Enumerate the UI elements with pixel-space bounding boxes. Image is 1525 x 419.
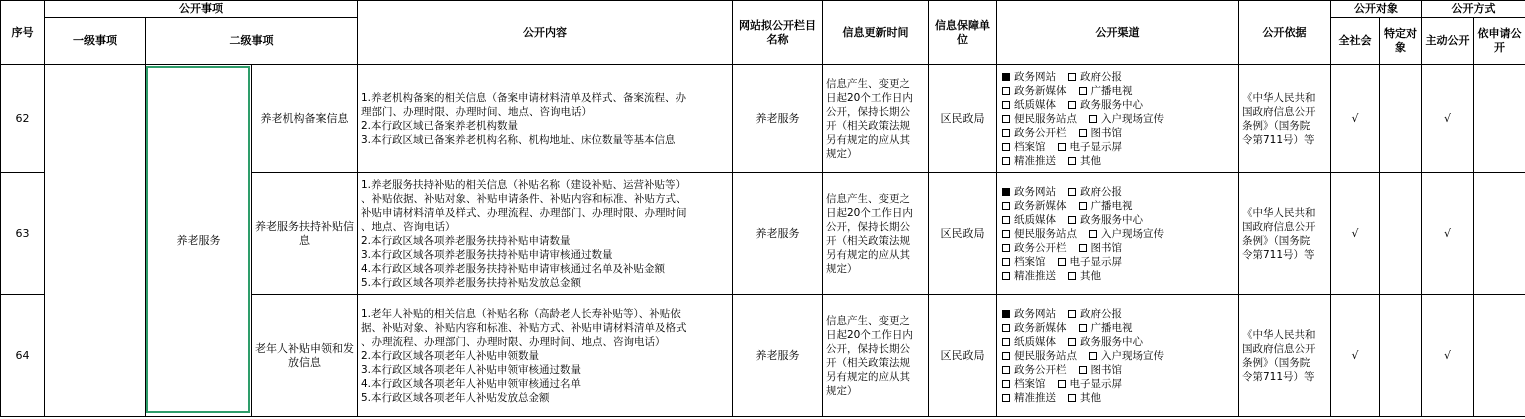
checkbox-empty-icon[interactable] (1089, 230, 1097, 238)
channel-option-label: 图书馆 (1090, 241, 1122, 254)
website-column-cell[interactable]: 养老服务 (733, 295, 823, 417)
update-time-cell[interactable] (823, 173, 929, 295)
channel-option-label: 图书馆 (1090, 363, 1122, 376)
method-active-cell[interactable]: √ (1422, 65, 1474, 173)
basis-cell[interactable] (1239, 65, 1331, 173)
channel-option-label: 广播电视 (1090, 84, 1133, 97)
target-specific-cell[interactable] (1380, 173, 1422, 295)
checkbox-empty-icon[interactable] (1058, 380, 1066, 388)
checkbox-empty-icon[interactable] (1002, 87, 1010, 95)
website-column-cell[interactable]: 养老服务 (733, 65, 823, 173)
checkbox-empty-icon[interactable] (1002, 324, 1010, 332)
channel-option-label: 档案馆 (1014, 377, 1046, 390)
item-name-cell[interactable]: 养老机构备案信息 (252, 65, 358, 173)
basis-line: 条例》（国务院 (1242, 356, 1311, 369)
channel-option-label: 电子显示屏 (1069, 140, 1122, 153)
target-all-cell[interactable]: √ (1331, 65, 1380, 173)
checkbox-empty-icon[interactable] (1068, 310, 1076, 318)
checkbox-empty-icon[interactable] (1002, 394, 1010, 402)
channel-option-label: 其他 (1080, 391, 1101, 404)
channel-line (1000, 255, 1235, 269)
basis-line: 《中华人民共和 (1242, 206, 1316, 219)
channel-option-label: 广播电视 (1090, 199, 1133, 212)
update-line: 开（相关政策法规 (826, 234, 910, 247)
checkbox-empty-icon[interactable] (1002, 380, 1010, 388)
update-line: 公开，保持长期公 (826, 220, 910, 233)
channel-line (1000, 199, 1235, 213)
channel-option-label: 政务网站 (1014, 307, 1056, 320)
channel-option-label: 政务服务中心 (1080, 98, 1143, 111)
content-line: 5.本行政区域各项养老服务扶持补贴发放总金额 (361, 276, 582, 289)
channel-line (1000, 391, 1235, 405)
channel-line (1000, 112, 1235, 126)
update-line: 规定） (826, 384, 858, 397)
header-channel: 公开渠道 (997, 1, 1239, 65)
channel-option-label: 入户现场宣传 (1101, 227, 1164, 240)
checkbox-checked-icon[interactable] (1002, 188, 1010, 196)
header-level1: 一级事项 (45, 18, 146, 65)
checkbox-empty-icon[interactable] (1002, 216, 1010, 224)
checkbox-empty-icon[interactable] (1068, 101, 1076, 109)
basis-line: 国政府信息公开 (1242, 105, 1316, 118)
content-cell[interactable] (358, 173, 733, 295)
checkbox-empty-icon[interactable] (1068, 73, 1076, 81)
basis-line: 国政府信息公开 (1242, 220, 1316, 233)
channel-option-label: 政务新媒体 (1014, 199, 1067, 212)
content-line: 据、补贴对象、补贴内容和标准、补贴方式、补贴申请材料清单及格式 (361, 321, 687, 334)
header-level2: 二级事项 (146, 18, 358, 65)
content-line: 、地点、咨询电话） (361, 220, 456, 233)
guarantee-unit-cell[interactable]: 区民政局 (929, 295, 997, 417)
content-line: 4.本行政区域各项老年人补贴申领审核通过名单 (361, 377, 582, 390)
update-line: 信息产生、变更之 (826, 192, 910, 205)
basis-cell[interactable] (1239, 295, 1331, 417)
content-line: 2.本行政区域已备案养老机构数量 (361, 119, 519, 132)
content-line: 、补贴依据、补贴对象、补贴申请条件、补贴内容和标准、补贴方式、 (361, 192, 687, 205)
seq-cell[interactable]: 63 (1, 173, 45, 295)
update-line: 日起20个工作日内 (826, 91, 913, 104)
channel-option-label: 图书馆 (1090, 126, 1122, 139)
channel-option-label: 政务网站 (1014, 70, 1056, 83)
header-target-all: 全社会 (1331, 18, 1380, 65)
checkbox-empty-icon[interactable] (1068, 188, 1076, 196)
basis-line: 条例》（国务院 (1242, 119, 1311, 132)
update-line: 开（相关政策法规 (826, 356, 910, 369)
target-all-cell[interactable]: √ (1331, 295, 1380, 417)
item-name-cell[interactable]: 老年人补贴申领和发放信息 (252, 295, 358, 417)
update-line: 日起20个工作日内 (826, 206, 913, 219)
channel-option-label: 电子显示屏 (1069, 255, 1122, 268)
channel-option-label: 其他 (1080, 269, 1101, 282)
checkbox-empty-icon[interactable] (1002, 202, 1010, 210)
header-method-request: 依申请公开 (1474, 18, 1525, 65)
header-method-active: 主动公开 (1422, 18, 1474, 65)
content-line: 1.养老机构备案的相关信息（备案申请材料清单及样式、备案流程、办 (361, 91, 687, 104)
checkbox-empty-icon[interactable] (1068, 216, 1076, 224)
method-active-cell[interactable]: √ (1422, 173, 1474, 295)
checkbox-checked-icon[interactable] (1002, 310, 1010, 318)
update-line: 另有规定的应从其 (826, 133, 910, 146)
update-line: 另有规定的应从其 (826, 248, 910, 261)
channel-cell[interactable] (997, 295, 1239, 417)
checkbox-empty-icon[interactable] (1068, 338, 1076, 346)
header-target-specific: 特定对象 (1380, 18, 1422, 65)
channel-line (1000, 377, 1235, 391)
basis-line: 条例》（国务院 (1242, 234, 1311, 247)
channel-option-label: 政务网站 (1014, 185, 1056, 198)
checkbox-empty-icon[interactable] (1002, 272, 1010, 280)
checkbox-empty-icon[interactable] (1002, 352, 1010, 360)
content-cell[interactable] (358, 295, 733, 417)
target-specific-cell[interactable] (1380, 295, 1422, 417)
channel-option-label: 纸质媒体 (1014, 98, 1056, 111)
channel-line (1000, 349, 1235, 363)
seq-cell[interactable]: 62 (1, 65, 45, 173)
checkbox-empty-icon[interactable] (1002, 338, 1010, 346)
checkbox-empty-icon[interactable] (1002, 366, 1010, 374)
update-line: 开（相关政策法规 (826, 119, 910, 132)
guarantee-unit-cell[interactable]: 区民政局 (929, 65, 997, 173)
content-line: 4.本行政区域各项养老服务扶持补贴申请审核通过名单及补贴金额 (361, 262, 666, 275)
update-line: 另有规定的应从其 (826, 370, 910, 383)
checkbox-empty-icon[interactable] (1002, 157, 1010, 165)
header-method: 公开方式 (1422, 1, 1525, 18)
channel-option-label: 政务服务中心 (1080, 213, 1143, 226)
basis-line: 国政府信息公开 (1242, 342, 1316, 355)
channel-option-label: 政务公开栏 (1014, 241, 1067, 254)
basis-line: 令第711号）等 (1242, 248, 1315, 261)
checkbox-empty-icon[interactable] (1089, 352, 1097, 360)
checkbox-empty-icon[interactable] (1002, 129, 1010, 137)
content-line: 3.本行政区域已备案养老机构名称、机构地址、床位数量等基本信息 (361, 133, 676, 146)
channel-cell[interactable] (997, 65, 1239, 173)
method-request-cell[interactable] (1474, 173, 1525, 295)
channel-option-label: 广播电视 (1090, 321, 1133, 334)
channel-line (1000, 98, 1235, 112)
content-line: 5.本行政区域各项老年人补贴发放总金额 (361, 391, 550, 404)
channel-option-label: 档案馆 (1014, 255, 1046, 268)
checkbox-empty-icon[interactable] (1002, 258, 1010, 266)
basis-line: 令第711号）等 (1242, 133, 1315, 146)
channel-option-label: 政务新媒体 (1014, 321, 1067, 334)
channel-option-label: 政务公开栏 (1014, 126, 1067, 139)
content-line: 3.本行政区域各项养老服务扶持补贴申请审核通过数量 (361, 248, 613, 261)
channel-line (1000, 269, 1235, 283)
basis-line: 令第711号）等 (1242, 370, 1315, 383)
channel-line (1000, 126, 1235, 140)
channel-line (1000, 321, 1235, 335)
channel-line (1000, 185, 1235, 199)
update-line: 日起20个工作日内 (826, 328, 913, 341)
channel-option-label: 精准推送 (1014, 269, 1056, 282)
channel-option-label: 精准推送 (1014, 391, 1056, 404)
checkbox-empty-icon[interactable] (1079, 87, 1087, 95)
header-update-time: 信息更新时间 (823, 1, 929, 65)
checkbox-empty-icon[interactable] (1079, 202, 1087, 210)
method-active-cell[interactable]: √ (1422, 295, 1474, 417)
basis-line: 《中华人民共和 (1242, 91, 1316, 104)
level2-cell[interactable]: 养老服务 (146, 65, 252, 417)
content-line: 1.老年人补贴的相关信息（补贴名称（高龄老人长寿补贴等）、补贴依 (361, 307, 681, 320)
channel-option-label: 入户现场宣传 (1101, 112, 1164, 125)
update-line: 信息产生、变更之 (826, 314, 910, 327)
channel-line (1000, 70, 1235, 84)
update-line: 公开，保持长期公 (826, 105, 910, 118)
guarantee-unit-cell[interactable]: 区民政局 (929, 173, 997, 295)
checkbox-empty-icon[interactable] (1058, 143, 1066, 151)
channel-option-label: 纸质媒体 (1014, 335, 1056, 348)
checkbox-empty-icon[interactable] (1079, 244, 1087, 252)
checkbox-empty-icon[interactable] (1079, 324, 1087, 332)
checkbox-empty-icon[interactable] (1058, 258, 1066, 266)
channel-option-label: 政府公报 (1080, 70, 1122, 83)
content-line: 理部门、办理时限、办理时间、地点、咨询电话） (361, 105, 592, 118)
channel-cell[interactable] (997, 173, 1239, 295)
checkbox-empty-icon[interactable] (1002, 230, 1010, 238)
website-column-cell[interactable]: 养老服务 (733, 173, 823, 295)
level1-cell[interactable] (45, 65, 146, 417)
header-website-column: 网站拟公开栏目名称 (733, 1, 823, 65)
header-content: 公开内容 (358, 1, 733, 65)
content-line: 1.养老服务扶持补贴的相关信息（补贴名称（建设补贴、运营补贴等） (361, 178, 687, 191)
channel-line (1000, 140, 1235, 154)
channel-option-label: 档案馆 (1014, 140, 1046, 153)
channel-option-label: 精准推送 (1014, 154, 1056, 167)
channel-option-label: 政府公报 (1080, 185, 1122, 198)
channel-option-label: 便民服务站点 (1014, 112, 1077, 125)
basis-line: 《中华人民共和 (1242, 328, 1316, 341)
target-all-cell[interactable]: √ (1331, 173, 1380, 295)
update-line: 规定） (826, 262, 858, 275)
update-line: 公开，保持长期公 (826, 342, 910, 355)
header-disclosure-items: 公开事项 (45, 1, 358, 18)
channel-option-label: 纸质媒体 (1014, 213, 1056, 226)
update-time-cell[interactable] (823, 295, 929, 417)
basis-cell[interactable] (1239, 173, 1331, 295)
header-target: 公开对象 (1331, 1, 1422, 18)
update-time-cell[interactable] (823, 65, 929, 173)
update-line: 信息产生、变更之 (826, 77, 910, 90)
checkbox-empty-icon[interactable] (1068, 157, 1076, 165)
item-name-cell[interactable]: 养老服务扶持补贴信息 (252, 173, 358, 295)
checkbox-empty-icon[interactable] (1002, 244, 1010, 252)
content-cell[interactable] (358, 65, 733, 173)
update-line: 规定） (826, 147, 858, 160)
checkbox-empty-icon[interactable] (1002, 115, 1010, 123)
channel-option-label: 其他 (1080, 154, 1101, 167)
channel-option-label: 入户现场宣传 (1101, 349, 1164, 362)
table-row (1, 65, 1525, 173)
method-request-cell[interactable] (1474, 295, 1525, 417)
channel-line (1000, 154, 1235, 168)
checkbox-empty-icon[interactable] (1089, 115, 1097, 123)
checkbox-checked-icon[interactable] (1002, 73, 1010, 81)
content-line: 补贴申请材料清单及样式、办理流程、办理部门、办理时限、办理时间 (361, 206, 687, 219)
channel-option-label: 便民服务站点 (1014, 349, 1077, 362)
seq-cell[interactable]: 64 (1, 295, 45, 417)
content-line: 3.本行政区域各项老年人补贴申领审核通过数量 (361, 363, 582, 376)
target-specific-cell[interactable] (1380, 65, 1422, 173)
channel-option-label: 政务公开栏 (1014, 363, 1067, 376)
channel-option-label: 政务新媒体 (1014, 84, 1067, 97)
checkbox-empty-icon[interactable] (1002, 143, 1010, 151)
checkbox-empty-icon[interactable] (1079, 366, 1087, 374)
channel-option-label: 电子显示屏 (1069, 377, 1122, 390)
header-basis: 公开依据 (1239, 1, 1331, 65)
method-request-cell[interactable] (1474, 65, 1525, 173)
content-line: 2.本行政区域各项养老服务扶持补贴申请数量 (361, 234, 571, 247)
channel-line (1000, 227, 1235, 241)
channel-line (1000, 213, 1235, 227)
content-line: 2.本行政区域各项老年人补贴申领数量 (361, 349, 540, 362)
header-seq: 序号 (1, 1, 45, 65)
header-guarantee-unit: 信息保障单位 (929, 1, 997, 65)
channel-option-label: 便民服务站点 (1014, 227, 1077, 240)
channel-line (1000, 363, 1235, 377)
channel-line (1000, 84, 1235, 98)
checkbox-empty-icon[interactable] (1068, 272, 1076, 280)
channel-option-label: 政务服务中心 (1080, 335, 1143, 348)
checkbox-empty-icon[interactable] (1079, 129, 1087, 137)
checkbox-empty-icon[interactable] (1002, 101, 1010, 109)
checkbox-empty-icon[interactable] (1068, 394, 1076, 402)
channel-option-label: 政府公报 (1080, 307, 1122, 320)
channel-line (1000, 335, 1235, 349)
channel-line (1000, 241, 1235, 255)
content-line: 、办理流程、办理部门、办理时限、办理时间、地点、咨询电话） (361, 335, 666, 348)
channel-line (1000, 307, 1235, 321)
